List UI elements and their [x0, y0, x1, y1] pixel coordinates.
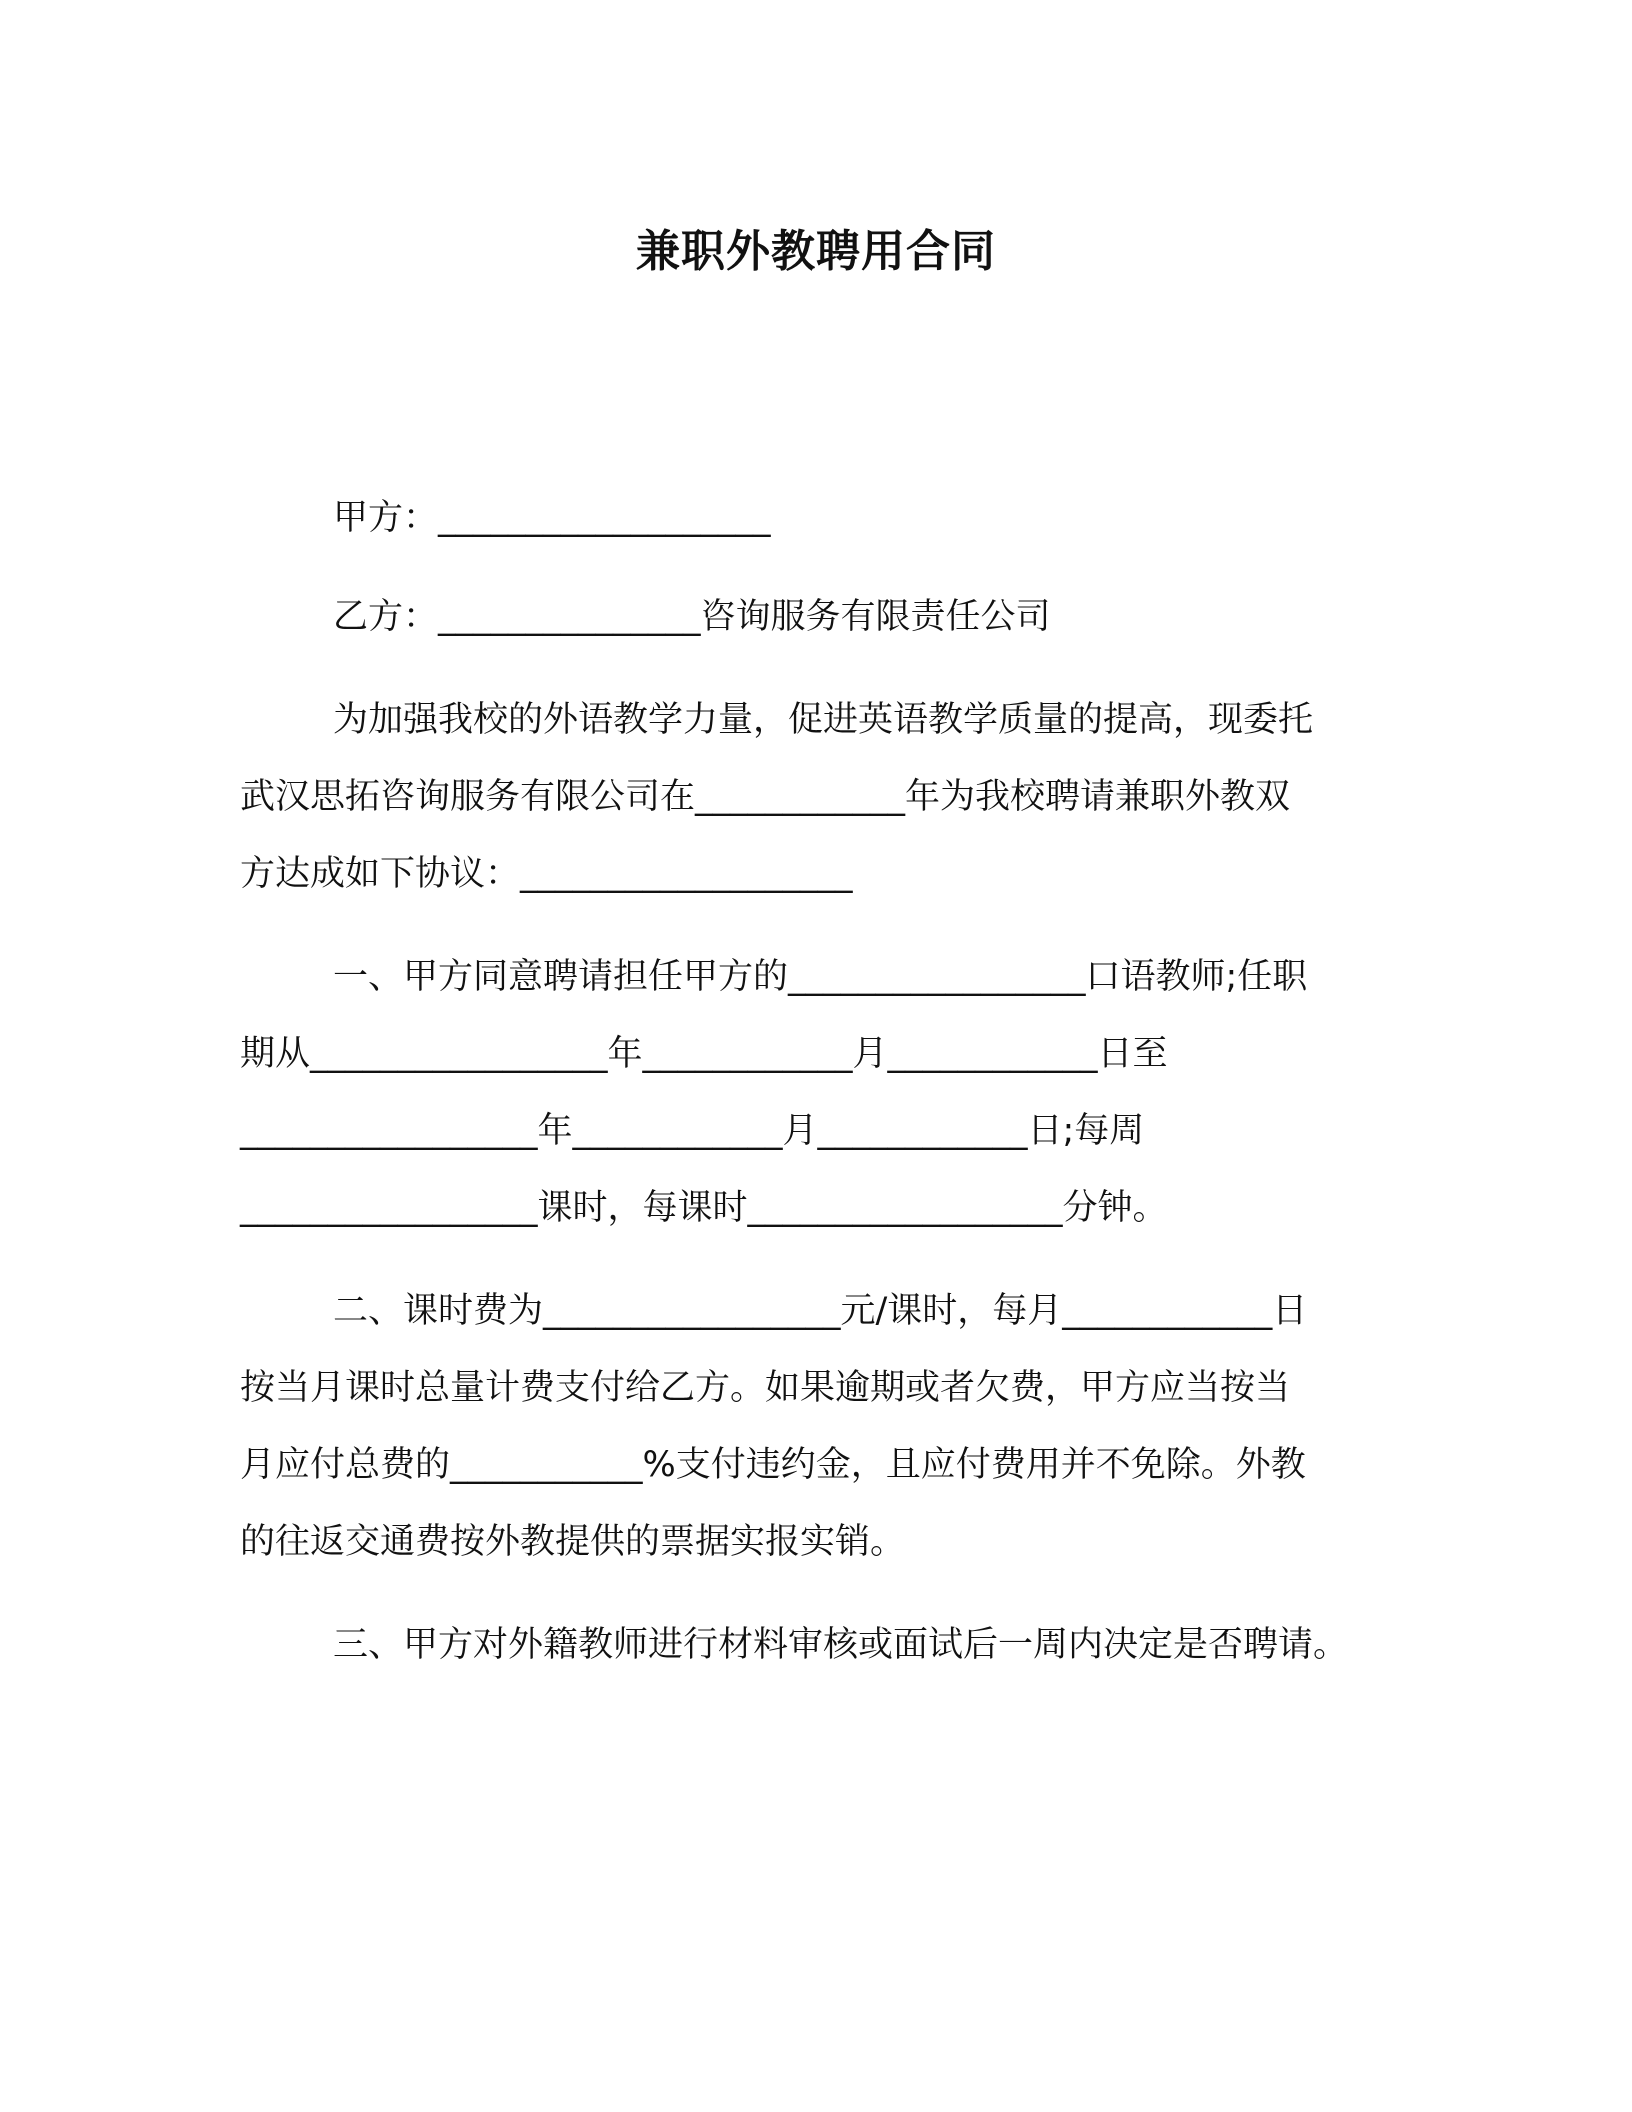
- clause1-line-4: _________________课时，每课时__________________分钟。: [240, 1188, 1168, 1228]
- clause2-line-3: 月应付总费的___________%支付违约金，且应付费用并不免除。外教: [240, 1445, 1306, 1485]
- clause1-line-3: _________________年____________月____________日;每周: [240, 1111, 1145, 1151]
- clause1-line-1: 一、甲方同意聘请担任甲方的_________________口语教师;任职: [333, 957, 1308, 997]
- clause2-line-2: 按当月课时总量计费支付给乙方。如果逾期或者欠费，甲方应当按当: [240, 1368, 1291, 1408]
- intro-line-1: 为加强我校的外语教学力量，促进英语教学质量的提高，现委托: [333, 700, 1314, 740]
- intro-line-3: 方达成如下协议：___________________: [240, 854, 853, 894]
- clause1-line-2: 期从_________________年____________月____________日至: [240, 1034, 1168, 1074]
- party-b-line: 乙方：_______________咨询服务有限责任公司: [333, 597, 1051, 637]
- clause2-line-1: 二、课时费为_________________元/课时，每月____________日: [333, 1291, 1308, 1331]
- party-a-line: 甲方：___________________: [333, 498, 771, 538]
- intro-line-2: 武汉思拓咨询服务有限公司在____________年为我校聘请兼职外教双: [240, 777, 1291, 817]
- document-title: 兼职外教聘用合同: [636, 226, 996, 277]
- clause2-line-4: 的往返交通费按外教提供的票据实报实销。: [240, 1522, 906, 1562]
- clause3-line-1: 三、甲方对外籍教师进行材料审核或面试后一周内决定是否聘请。: [333, 1625, 1349, 1665]
